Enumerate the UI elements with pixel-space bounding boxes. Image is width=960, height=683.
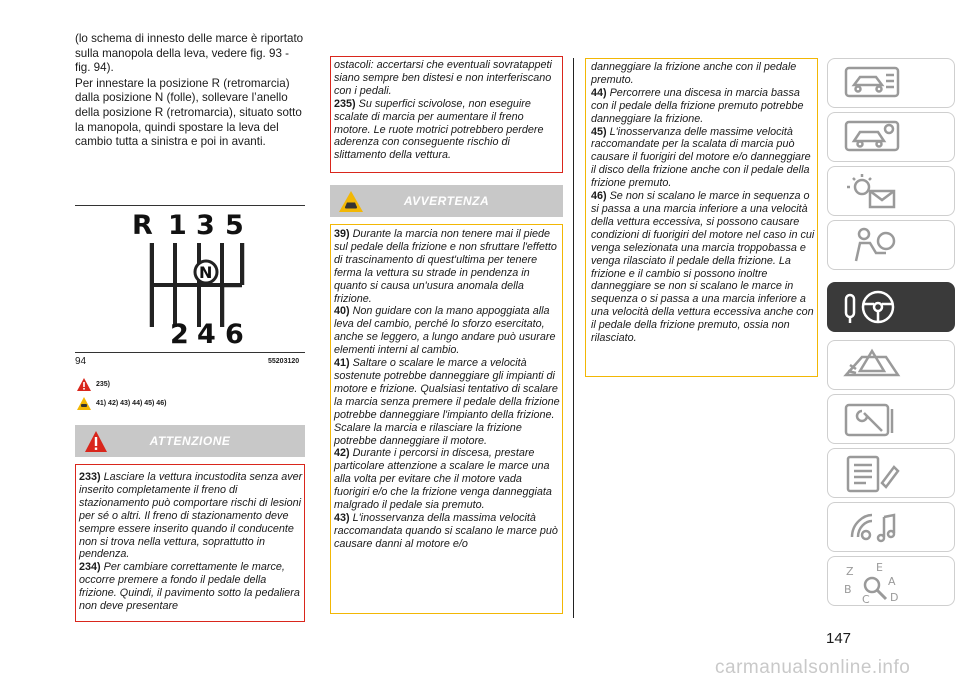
tab-maintenance[interactable] (827, 394, 955, 444)
attention-text (79, 471, 303, 613)
attention-item-number: 233) (79, 471, 101, 483)
safety-airbag-icon (842, 225, 902, 265)
continued-text: ostacoli: accertarsi che eventuali sovratappeti siano sempre ben distesi e non interferiscano con i pedali. (334, 59, 552, 97)
gear-label-3: 3 (196, 210, 215, 241)
attention-item-number: 235) (334, 97, 356, 110)
caution-item-number: 45) (591, 125, 607, 138)
gear-shift-diagram (132, 207, 272, 347)
index-letters-icon (842, 561, 902, 605)
dashboard-car-icon (842, 63, 902, 103)
gear-label-2: 2 (170, 319, 189, 347)
caution-item-number: 44) (591, 86, 607, 99)
gear-label-r: R (132, 210, 153, 241)
key-steering-wheel-icon (842, 287, 902, 327)
intro-text: (lo schema di innesto delle marce è riportato sulla manopola della leva, vedere fig. 93 - fig. 94). (75, 32, 304, 75)
caution-item-text: Durante i percorsi in discesa, prestare particolare attenzione a scalare le marce una alla volta per evitare che il motore vada fuorigiri e/o che la frizione venga danneggiata malgrado il pedale sia premuto. (334, 447, 552, 512)
caution-item-text: Se non si scalano le marce in sequenza o si passa a una marcia inferiore a una velocità della vettura eccessiva, si possono causare condizioni di fuorigiri del motore nel caso in cui venga selezionata una marcia troppobassa e venga rilasciato il pedale della frizione. La frizione e il cambio si possono inoltre danneggiare se non si scalano le marce in sequenza o si passa a una marcia inferiore a una velocità della vettura eccessiva anche con il pedale della frizione premuto, ossia non rilasciato. (591, 190, 815, 345)
caution-text (334, 228, 560, 551)
tab-starting-driving[interactable] (827, 282, 955, 332)
attention-item-number: 234) (79, 561, 101, 574)
warning-triangle-icon (77, 378, 91, 391)
figure-top-rule (75, 205, 305, 206)
tab-car-info[interactable] (827, 112, 955, 162)
attention-item-text: Per cambiare correttamente le marce, occorre premere a fondo il pedale della frizione. Quindi, il pavimento sotto la pedaliera non deve presentare (79, 561, 300, 613)
index-letter-a: A (888, 575, 896, 588)
intro-paragraph (75, 32, 307, 150)
technical-data-icon (842, 453, 902, 493)
caution-car-icon (77, 397, 91, 410)
caution-item-number: 41) (334, 357, 350, 370)
caution-continued-text (591, 61, 815, 345)
caution-item-number: 42) (334, 447, 350, 460)
index-letter-z: Z (846, 565, 854, 578)
tab-lights[interactable] (827, 166, 955, 216)
page-number: 147 (826, 630, 852, 647)
multimedia-icon (842, 507, 902, 547)
caution-item-number: 40) (334, 305, 350, 318)
attention-item-text: Su superfici scivolose, non eseguire scalate di marcia per aumentare il freno motore. Le ruote motrici potrebbero perdere aderenza con conseguente rischio di slittamento della vettura. (334, 97, 544, 162)
figure-number: 94 (75, 356, 87, 367)
attention-title: ATTENZIONE (149, 434, 231, 448)
index-letter-c: C (862, 593, 870, 605)
attention-item-text: Lasciare la vettura incustodita senza aver inserito completamente il freno di stazionamento può comportare rischi di lesioni per sé o altri. Il freno di stazionamento deve sempre essere inserito quando il conducente non si trova nella vettura, soprattutto in pendenza. (79, 471, 303, 561)
caution-item-number: 39) (334, 228, 350, 240)
caution-item-text: Percorrere una discesa in marcia bassa con il pedale della frizione premuto potrebbe danneggiare la frizione. (591, 86, 804, 125)
gear-label-1: 1 (168, 210, 187, 241)
index-letter-b: B (844, 583, 852, 596)
tab-safety[interactable] (827, 220, 955, 270)
caution-item-number: 46) (591, 190, 607, 203)
gear-label-5: 5 (225, 210, 244, 241)
figure-bottom-rule (75, 352, 305, 353)
gear-label-4: 4 (197, 319, 216, 347)
gear-label-6: 6 (225, 319, 244, 347)
maintenance-wrench-icon (842, 399, 902, 439)
figure-code: 55203120 (268, 358, 300, 365)
tab-dashboard[interactable] (827, 58, 955, 108)
index-letter-e: E (876, 561, 883, 574)
caution-title: AVVERTENZA (403, 194, 490, 208)
tab-technical-data[interactable] (827, 448, 955, 498)
caution-item-text: Non guidare con la mano appoggiata alla leva del cambio, perché lo sforzo esercitato, anche se leggero, a lungo andare può usurare elementi interni al cambio. (334, 305, 556, 357)
caution-item-text: L'inosservanza delle massime velocità raccomandate per la scalata di marcia può causare il fuorigiri del motore e/o danneggiare il disco della frizione anche con il pedale della frizione premuto. (591, 125, 811, 190)
tab-multimedia[interactable] (827, 502, 955, 552)
index-letter-d: D (890, 591, 899, 604)
emergency-warning-icon (842, 345, 902, 385)
caution-banner (330, 185, 563, 217)
continued-text: danneggiare la frizione anche con il pedale premuto. (591, 61, 797, 86)
caution-item-text: Saltare o scalare le marce a velocità sostenute potrebbe danneggiare gli impianti di motore e frizione. Qualsiasi tentativo di scalare la marcia senza premere il pedale della frizione potrebbe danneggiare l'impianto della frizione. Scalare la marcia e rilasciare la frizione potrebbe danneggiare il motore. (334, 357, 560, 447)
column-divider (573, 58, 574, 618)
gear-label-n: N (199, 263, 213, 282)
attention-continued-text (334, 59, 560, 162)
reverse-instructions: Per innestare la posizione R (retromarcia) dalla posizione N (folle), sollevare l’anello della posizione R (retromarcia), situato sotto la manopola, quindi spostare la leva del cambio tutta a sinistra e poi in avanti. (75, 76, 302, 149)
warning-reference: 235) (96, 381, 111, 388)
car-info-icon (842, 117, 902, 157)
tab-index[interactable] (827, 556, 955, 606)
tab-emergency[interactable] (827, 340, 955, 390)
lights-mail-icon (842, 171, 902, 211)
caution-item-number: 43) (334, 511, 350, 524)
attention-banner (75, 425, 305, 457)
caution-item-text: L'inosservanza della massima velocità raccomandata quando si scalano le marce può causare danni al motore e/o (334, 511, 558, 550)
caution-item-text: Durante la marcia non tenere mai il piede sul pedale della frizione e non sfruttare l'effetto di trascinamento di quest'ultima per tenere ferma la vettura su strade in pendenza in quanto si causa un'usura anomala della frizione. (334, 228, 557, 305)
caution-references: 41) 42) 43) 44) 45) 46) (96, 400, 167, 407)
watermark: carmanualsonline.info (715, 657, 911, 678)
